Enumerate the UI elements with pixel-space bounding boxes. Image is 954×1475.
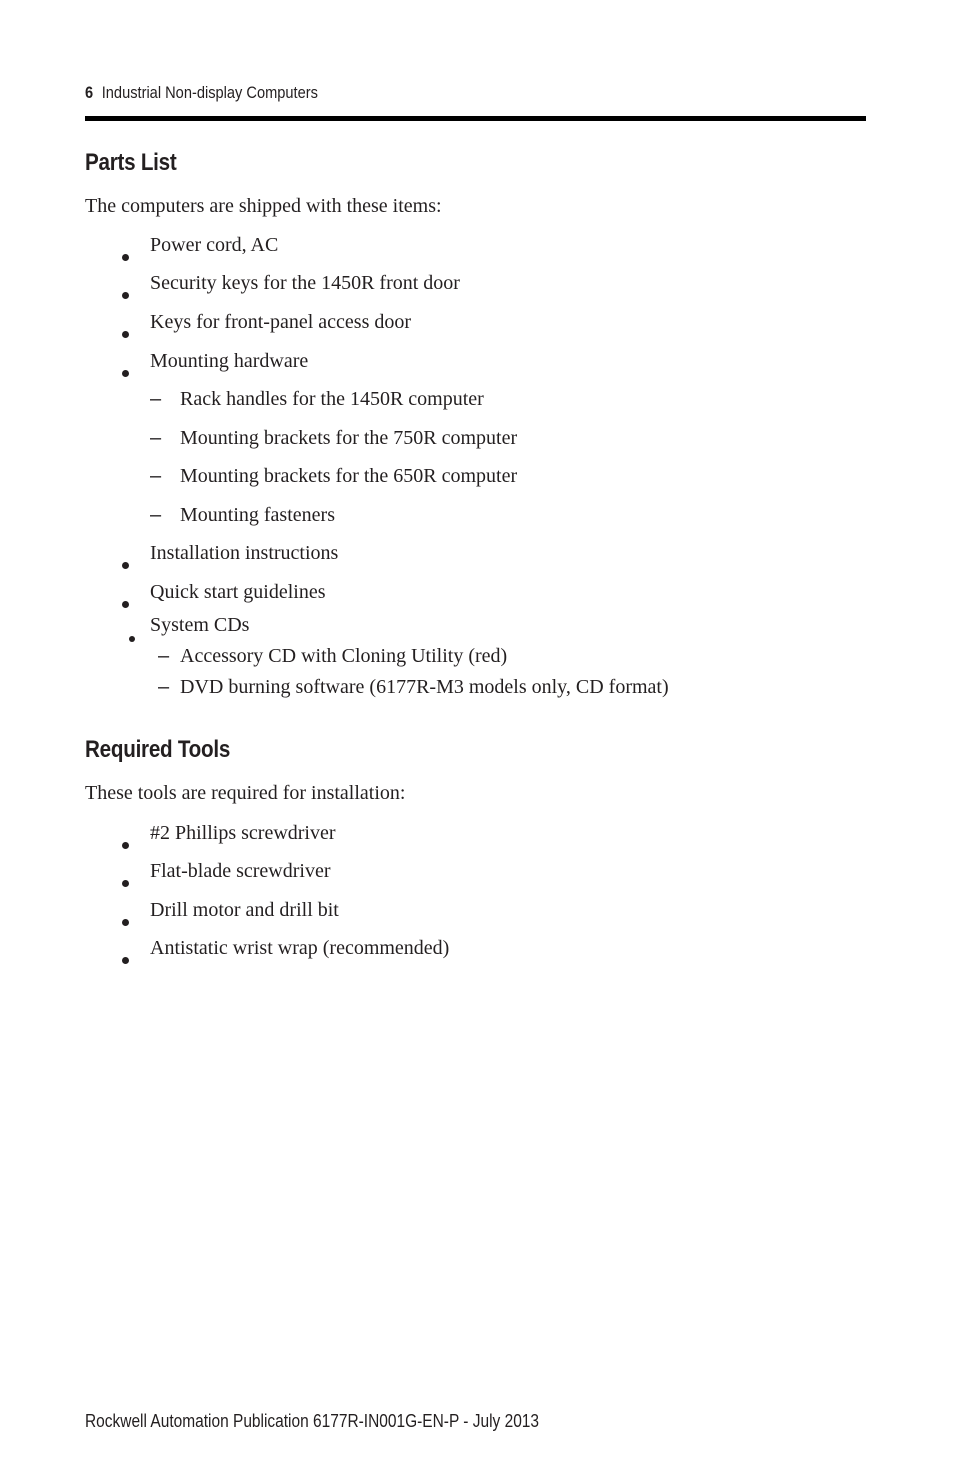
bullet-icon [122, 562, 129, 569]
bullet-icon [122, 601, 129, 608]
running-header [85, 83, 318, 103]
bullet-icon [122, 292, 129, 299]
list-item: System CDs [150, 614, 249, 637]
dash-icon: – [158, 676, 170, 698]
sub-list-item: – Mounting brackets for the 750R computer [150, 427, 518, 449]
sub-list-item: – Rack handles for the 1450R computer [150, 388, 484, 410]
bullet-icon [122, 254, 129, 261]
list-item: Installation instructions [150, 542, 338, 565]
sub-list-item: – Mounting brackets for the 650R computer [150, 465, 518, 487]
list-item: Drill motor and drill bit [150, 899, 339, 922]
dash-icon: – [150, 465, 162, 487]
list-item: Quick start guidelines [150, 581, 326, 604]
bullet-icon [122, 880, 129, 887]
parts-list-intro: The computers are shipped with these items: [85, 195, 442, 217]
bullet-icon [129, 636, 135, 642]
bullet-icon [122, 919, 129, 926]
sub-list-item: – Accessory CD with Cloning Utility (red) [158, 645, 508, 667]
footer-publication: Rockwell Automation Publication 6177R-IN001G-EN-P - July 2013 [85, 1411, 540, 1431]
dash-icon: – [150, 427, 162, 449]
list-item: Power cord, AC [150, 234, 278, 257]
required-tools-intro: These tools are required for installation: [85, 782, 406, 804]
bullet-icon [122, 331, 129, 338]
page-number: 6 [85, 83, 94, 102]
parts-list-heading: Parts List [85, 149, 177, 176]
dash-icon: – [158, 645, 170, 667]
dash-icon: – [150, 504, 162, 526]
sub-list-item: – Mounting fasteners [150, 504, 335, 526]
bullet-icon [122, 842, 129, 849]
list-item: Flat-blade screwdriver [150, 860, 330, 883]
sub-list-item: – DVD burning software (6177R-M3 models only, CD format) [158, 676, 669, 698]
list-item: #2 Phillips screwdriver [150, 822, 336, 845]
header-rule [85, 116, 866, 121]
bullet-icon [122, 370, 129, 377]
list-item: Mounting hardware [150, 350, 308, 373]
running-header-title: Industrial Non-display Computers [101, 83, 318, 102]
list-item: Security keys for the 1450R front door [150, 272, 460, 295]
list-item: Antistatic wrist wrap (recommended) [150, 937, 449, 960]
required-tools-heading: Required Tools [85, 736, 231, 763]
list-item: Keys for front-panel access door [150, 311, 411, 334]
dash-icon: – [150, 388, 162, 410]
bullet-icon [122, 957, 129, 964]
